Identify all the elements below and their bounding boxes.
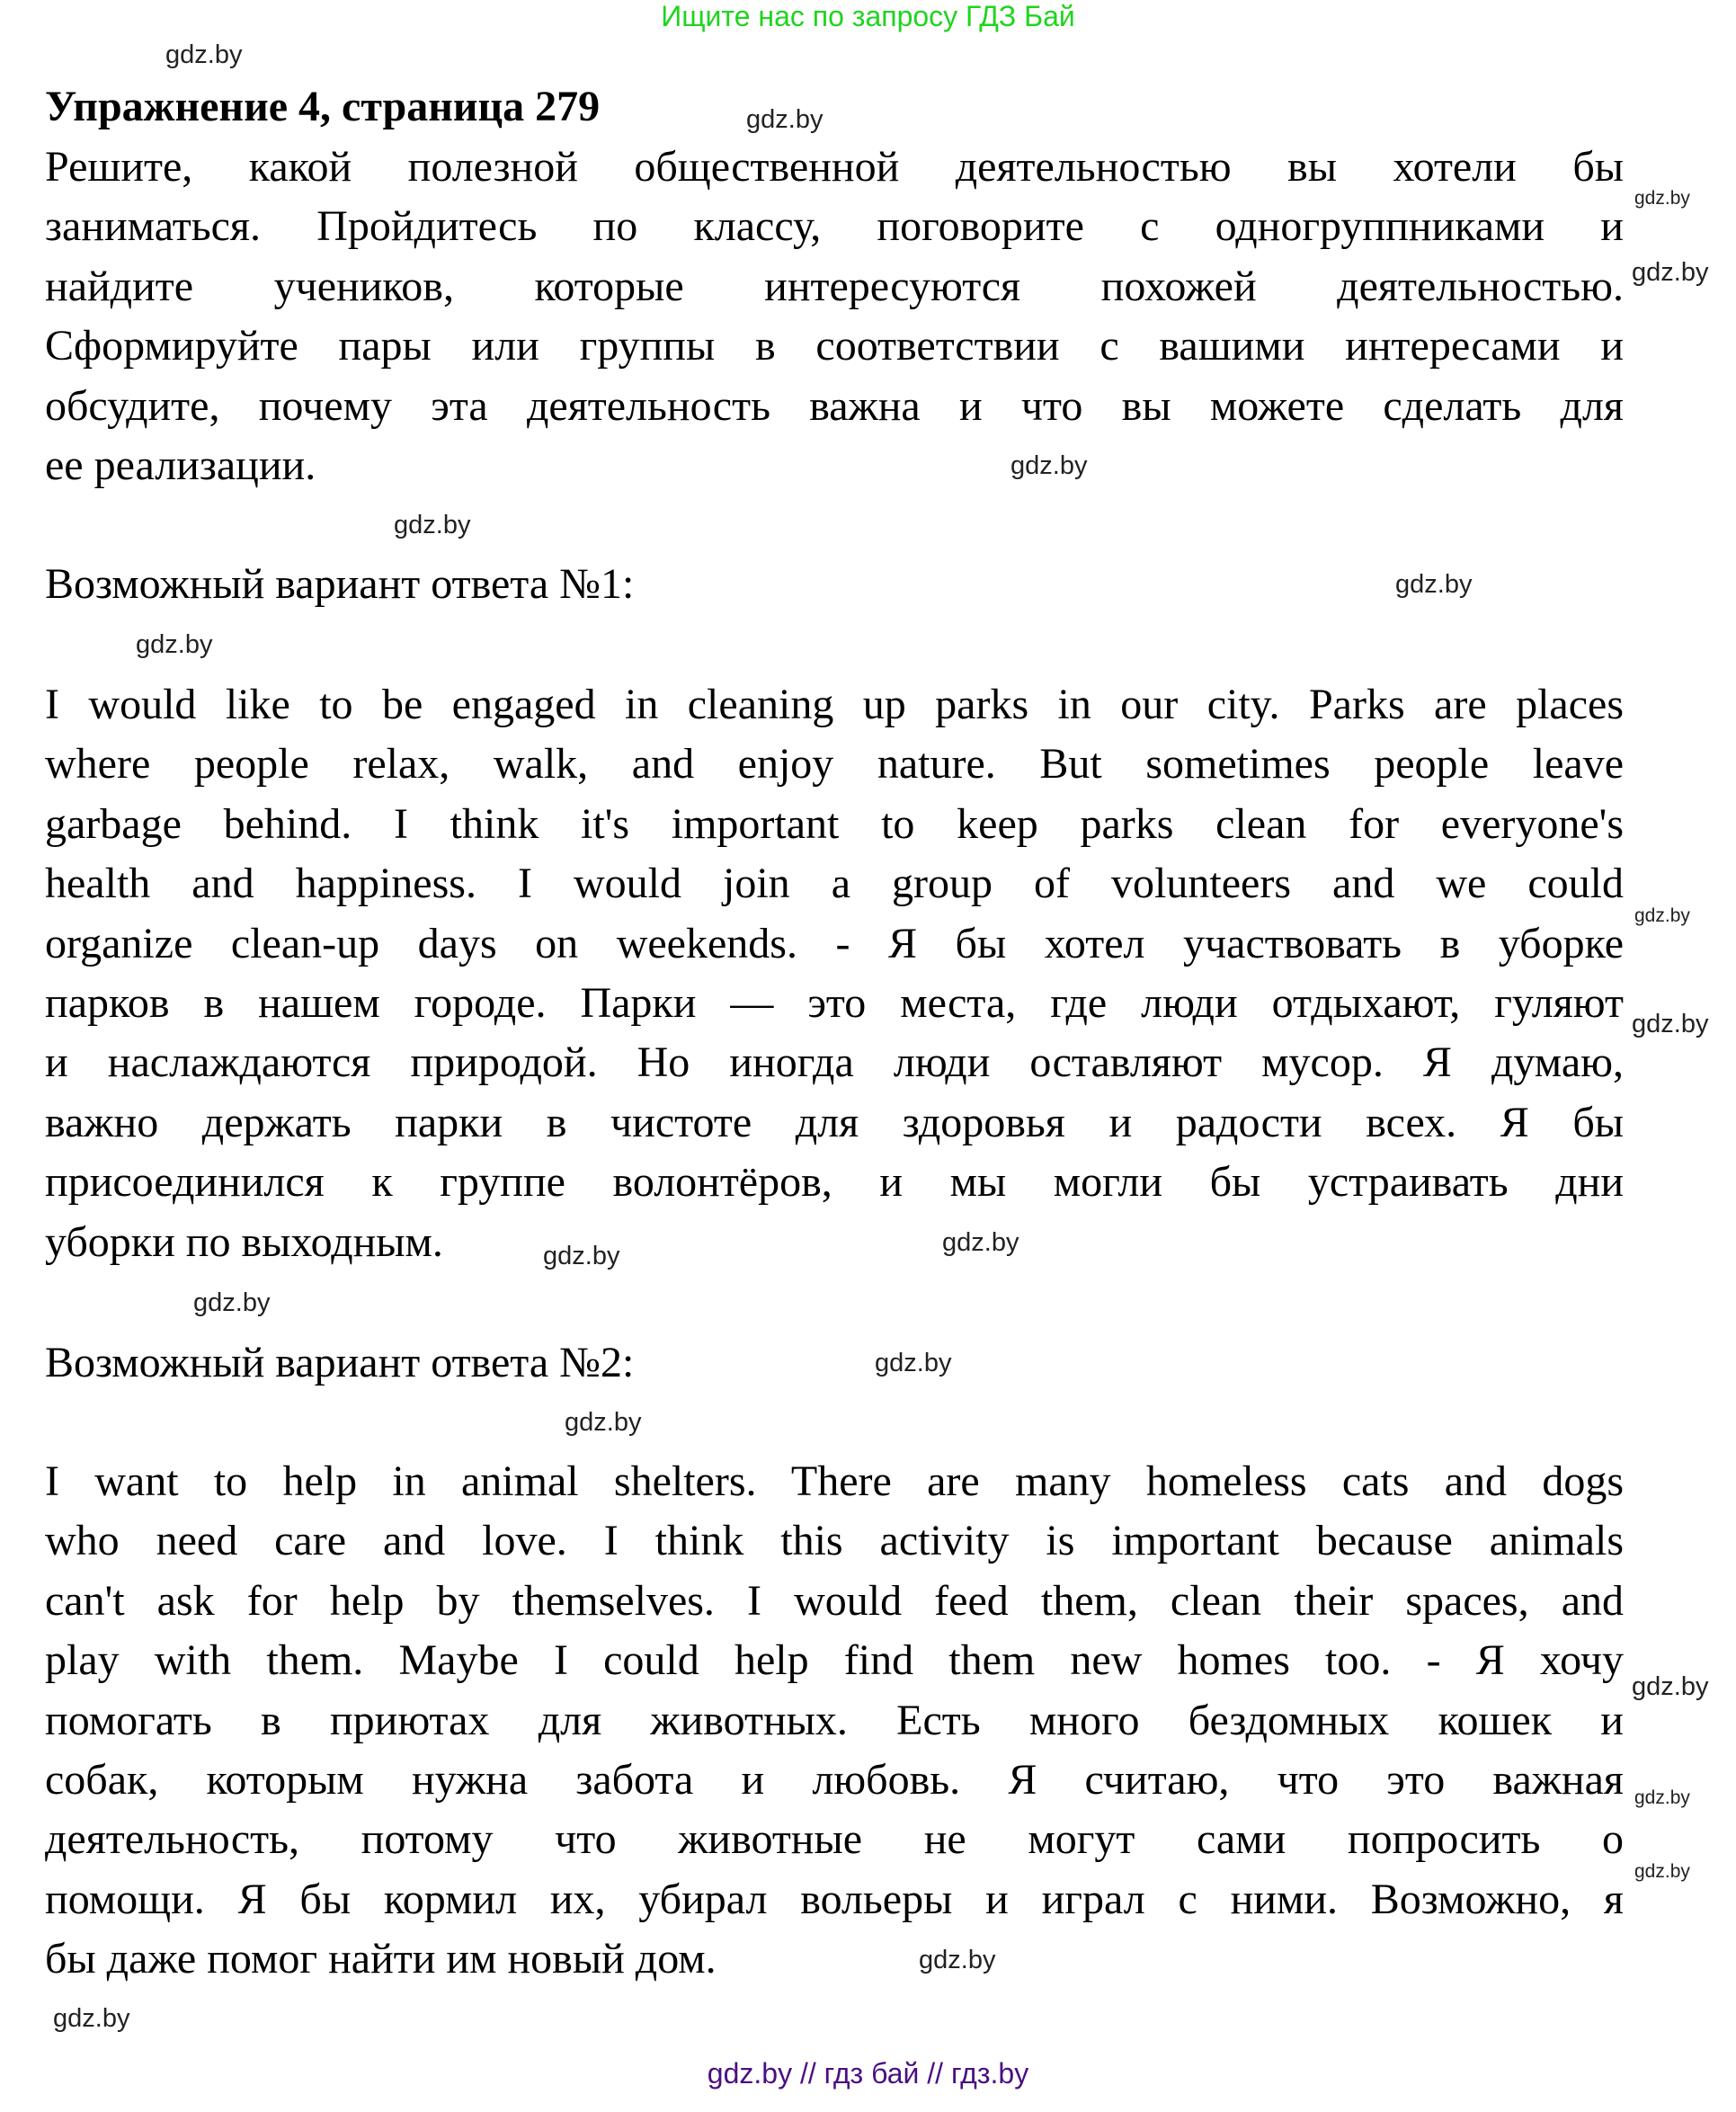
answer2-heading: Возможный вариант ответа №2: (45, 1339, 635, 1386)
watermark: gdz.by (394, 511, 471, 539)
text-line: Решите, какой полезной общественной деятельностью вы хотели бы (45, 143, 1624, 191)
watermark: gdz.by (1632, 1672, 1709, 1701)
watermark: gdz.by (875, 1349, 952, 1377)
text-line: ее реализации. (45, 441, 316, 489)
answer2-text (45, 1452, 1624, 1990)
watermark: gdz.by (1632, 258, 1709, 287)
text-line: can't ask for help by themselves. I would feed them, clean their spaces, and (45, 1576, 1624, 1625)
text-line: заниматься. Пройдитесь по классу, поговорите с одногруппниками и (45, 202, 1624, 251)
text-line: health and happiness. I would join a group of volunteers and we could (45, 860, 1624, 908)
watermark: gdz.by (1634, 1787, 1690, 1808)
watermark: gdz.by (136, 630, 213, 659)
text-line: garbage behind. I think it's important to keep parks clean for everyone's (45, 799, 1624, 848)
watermark: gdz.by (543, 1242, 620, 1270)
page-title: Упражнение 4, страница 279 (45, 83, 601, 130)
footer-links: gdz.by // гдз бай // гдз.by (707, 2057, 1029, 2090)
text-line: бы даже помог найти им новый дом. (45, 1935, 717, 1983)
text-line: play with them. Maybe I could help find them new homes too. - Я хочу (45, 1636, 1624, 1685)
watermark: gdz.by (1634, 1861, 1690, 1882)
watermark: gdz.by (942, 1228, 1019, 1257)
text-line: уборки по выходным. (45, 1217, 443, 1266)
text-line: I would like to be engaged in cleaning up parks in our city. Parks are places (45, 681, 1624, 728)
watermark: gdz.by (1010, 451, 1088, 480)
answer1-text (45, 675, 1624, 1272)
text-line: помощи. Я бы кормил их, убирал вольеры и играл с ними. Возможно, я (45, 1875, 1624, 1923)
watermark: gdz.by (1634, 905, 1690, 926)
text-line: важно держать парки в чистоте для здоровья и радости всех. Я бы (45, 1098, 1624, 1146)
text-line: who need care and love. I think this activity is important because animals (45, 1517, 1624, 1565)
watermark: gdz.by (193, 1288, 271, 1317)
watermark: gdz.by (1395, 570, 1473, 599)
text-line: Сформируйте пары или группы в соответствии с вашими интересами и (45, 322, 1624, 370)
text-line: where people relax, walk, and enjoy nature. But sometimes people leave (45, 740, 1624, 789)
task-text (45, 138, 1624, 495)
text-line: и наслаждаются природой. Но иногда люди оставляют мусор. Я думаю, (45, 1038, 1624, 1087)
watermark: gdz.by (919, 1946, 996, 1974)
text-line: organize clean-up days on weekends. - Я бы хотел участвовать в уборке (45, 919, 1624, 967)
text-line: присоединился к группе волонтёров, и мы могли бы устраивать дни (45, 1158, 1624, 1207)
text-line: найдите учеников, которые интересуются похожей деятельностью. (45, 262, 1624, 310)
watermark: gdz.by (565, 1408, 642, 1437)
watermark: gdz.by (746, 105, 823, 134)
watermark: gdz.by (1632, 1010, 1709, 1038)
text-line: I want to help in animal shelters. There are many homeless cats and dogs (45, 1457, 1624, 1505)
text-line: парков в нашем городе. Парки — это места, где люди отдыхают, гуляют (45, 978, 1624, 1027)
watermark: gdz.by (53, 2004, 130, 2033)
answer1-heading: Возможный вариант ответа №1: (45, 560, 635, 608)
text-line: деятельность, потому что животные не могут сами попросить о (45, 1815, 1624, 1864)
text-line: собак, которым нужна забота и любовь. Я считаю, что это важная (45, 1755, 1624, 1804)
text-line: помогать в приютах для животных. Есть много бездомных кошек и (45, 1696, 1624, 1744)
text-line: обсудите, почему эта деятельность важна и что вы можете сделать для (45, 381, 1624, 430)
header-banner: Ищите нас по запросу ГДЗ Бай (661, 0, 1075, 32)
watermark: gdz.by (165, 40, 243, 69)
watermark: gdz.by (1634, 188, 1690, 209)
